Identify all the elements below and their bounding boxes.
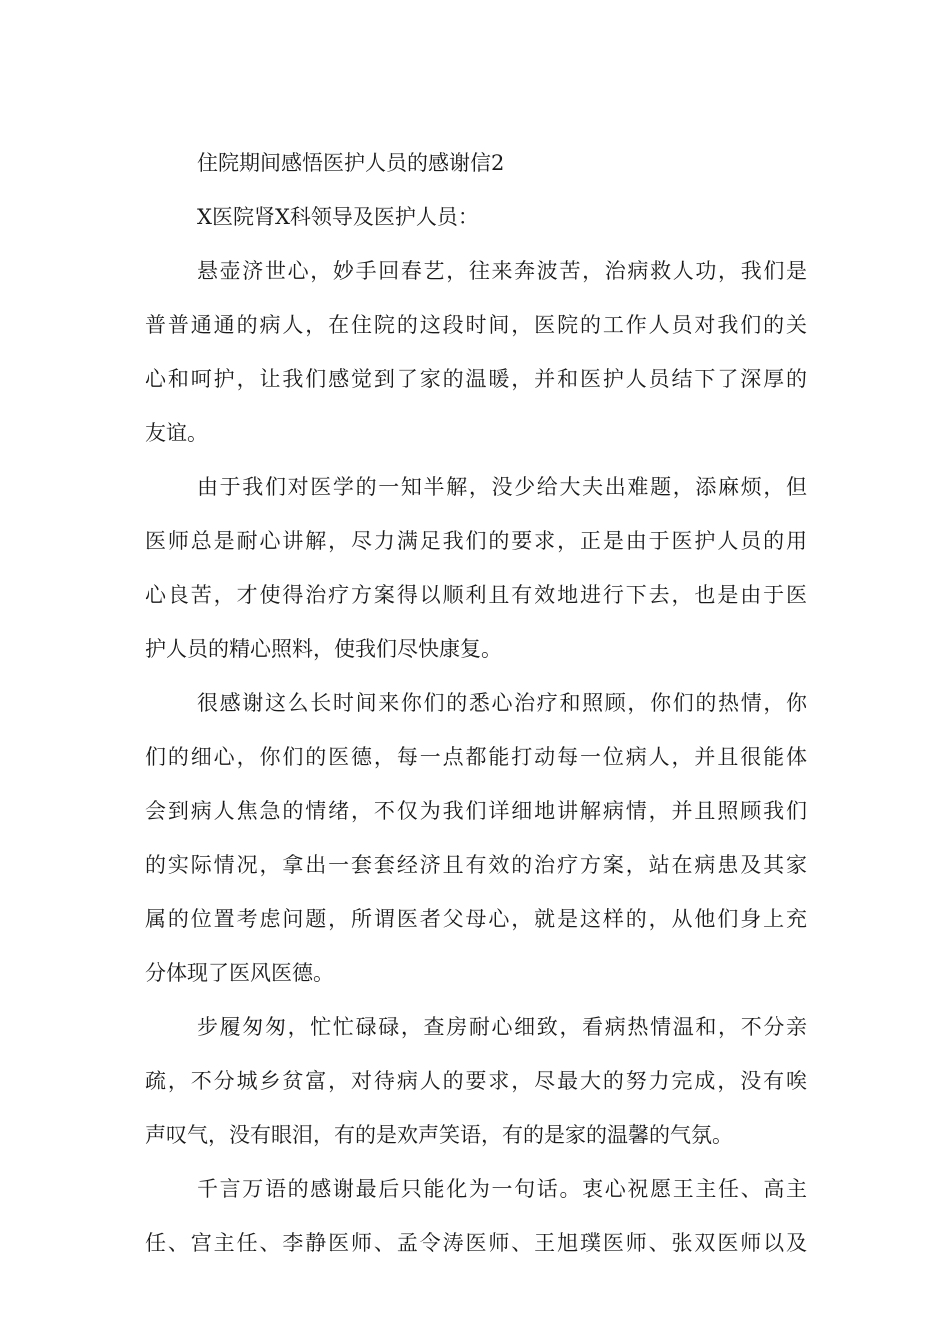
- paragraph-line: 疏，不分城乡贫富，对待病人的要求，尽最大的努力完成，没有唉: [145, 1069, 807, 1093]
- paragraph-line: 很感谢这么长时间来你们的悉心治疗和照顾，你们的热情，你: [197, 691, 807, 715]
- paragraph-4: [145, 1000, 807, 1162]
- paragraph-1: [145, 244, 807, 460]
- paragraph-line: 心良苦，才使得治疗方案得以顺利且有效地进行下去，也是由于医: [145, 583, 807, 607]
- paragraph-line: 悬壶济世心，妙手回春艺，往来奔波苦，治病救人功，我们是: [197, 259, 807, 283]
- paragraph-line: 千言万语的感谢最后只能化为一句话。衷心祝愿王主任、高主: [197, 1177, 807, 1201]
- letter-title: 住院期间感悟医护人员的感谢信2: [197, 151, 505, 175]
- salutation: X医院肾X科领导及医护人员：: [197, 205, 479, 229]
- paragraph-line: 护人员的精心照料，使我们尽快康复。: [145, 637, 502, 661]
- paragraph-line: 属的位置考虑问题，所谓医者父母心，就是这样的，从他们身上充: [145, 907, 807, 931]
- paragraph-line: 会到病人焦急的情绪，不仅为我们详细地讲解病情，并且照顾我们: [145, 799, 807, 823]
- paragraph-5: [145, 1162, 807, 1270]
- paragraph-3: [145, 676, 807, 1000]
- paragraph-line: 分体现了医风医德。: [145, 961, 334, 985]
- paragraph-line: 任、宫主任、李静医师、孟令涛医师、王旭璞医师、张双医师以及: [145, 1231, 807, 1255]
- paragraph-line: 步履匆匆，忙忙碌碌，查房耐心细致，看病热情温和，不分亲: [197, 1015, 807, 1039]
- letter-body: [145, 136, 807, 1270]
- paragraph-line: 普普通通的病人，在住院的这段时间，医院的工作人员对我们的关: [145, 313, 807, 337]
- paragraph-line: 声叹气，没有眼泪，有的是欢声笑语，有的是家的温馨的气氛。: [145, 1123, 733, 1147]
- paragraph-line: 的实际情况，拿出一套套经济且有效的治疗方案，站在病患及其家: [145, 853, 807, 877]
- paragraph-line: 心和呵护，让我们感觉到了家的温暖，并和医护人员结下了深厚的: [145, 367, 807, 391]
- paragraph-line: 由于我们对医学的一知半解，没少给大夫出难题，添麻烦，但: [197, 475, 807, 499]
- paragraph-line: 医师总是耐心讲解，尽力满足我们的要求，正是由于医护人员的用: [145, 529, 807, 553]
- paragraph-2: [145, 460, 807, 676]
- paragraph-line: 友谊。: [145, 421, 208, 445]
- paragraph-line: 们的细心，你们的医德，每一点都能打动每一位病人，并且很能体: [145, 745, 807, 769]
